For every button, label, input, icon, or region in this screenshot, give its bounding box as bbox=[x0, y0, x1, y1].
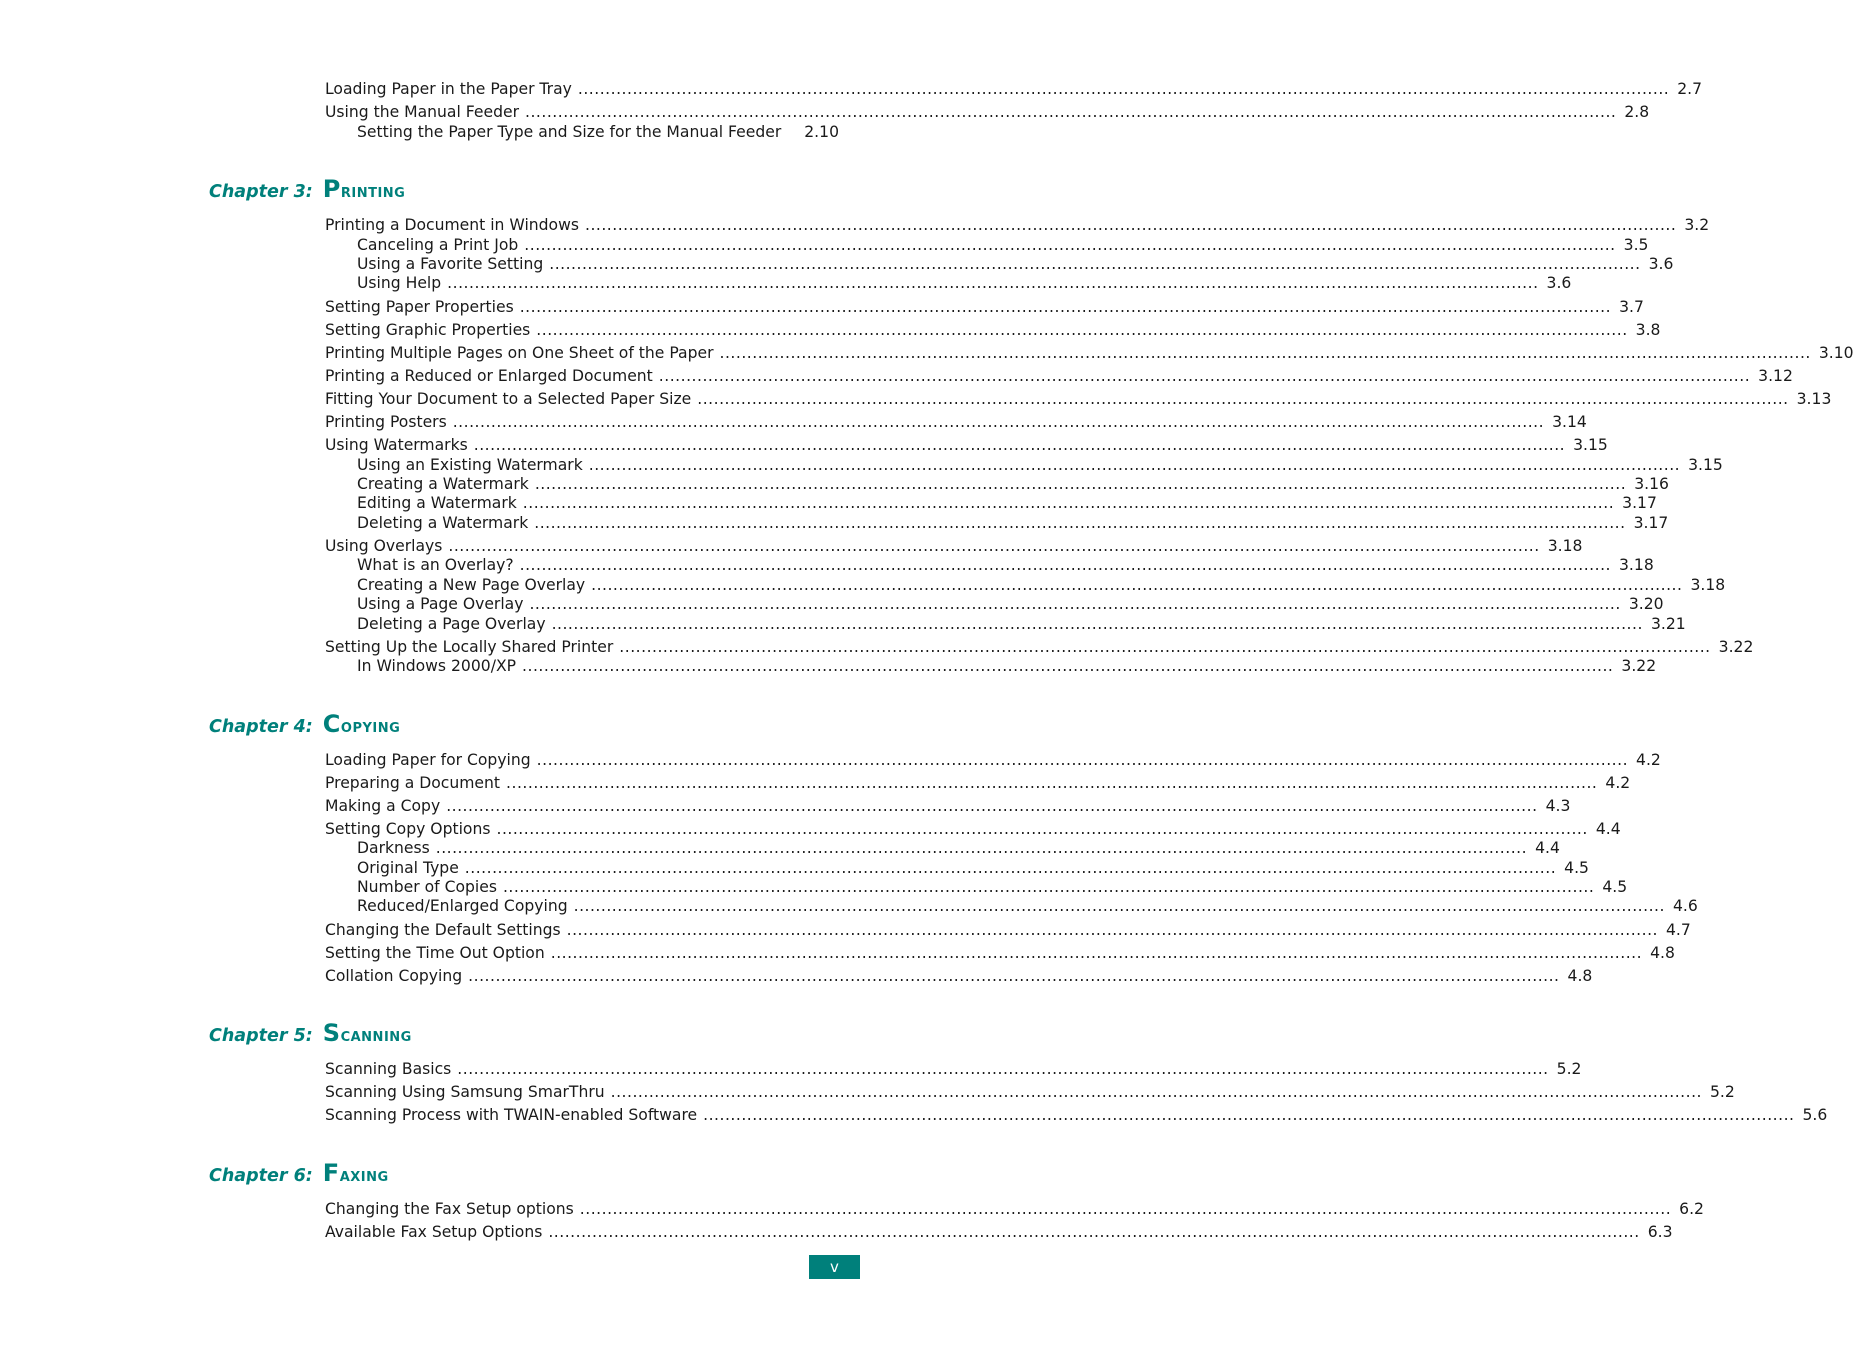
toc-entry[interactable] bbox=[325, 796, 1571, 816]
toc-entry-title: Printing Posters bbox=[325, 413, 447, 431]
toc-entry-title: Setting Paper Properties bbox=[325, 298, 514, 316]
toc-page-number: 3.18 bbox=[1619, 556, 1654, 574]
dot-leader: ........................................................................................................................................................................................................ bbox=[446, 797, 1538, 815]
dot-leader: ........................................................................................................................................................................................................ bbox=[522, 657, 1614, 675]
toc-entry-title: Deleting a Watermark bbox=[357, 514, 529, 532]
toc-page-number: 3.22 bbox=[1718, 638, 1754, 656]
toc-entry-title: Original Type bbox=[357, 859, 459, 877]
dot-leader: ........................................................................................................................................................................................................ bbox=[457, 1060, 1549, 1078]
toc-entry[interactable] bbox=[325, 389, 1832, 409]
dot-leader: ........................................................................................................................................................................................................ bbox=[529, 595, 1621, 613]
dot-leader: ........................................................................................................................................................................................................ bbox=[519, 298, 1612, 316]
dot-leader: ........................................................................................................................................................................................................ bbox=[524, 236, 1616, 254]
toc-subentry[interactable] bbox=[357, 254, 1674, 274]
dot-leader: ........................................................................................................................................................................................................ bbox=[452, 413, 1545, 431]
toc-entry[interactable] bbox=[325, 773, 1631, 793]
toc-entry[interactable] bbox=[325, 943, 1675, 963]
toc-entry-title: Reduced/Enlarged Copying bbox=[357, 897, 568, 915]
toc-entry[interactable] bbox=[325, 819, 1621, 839]
toc-entry-title: Scanning Basics bbox=[325, 1060, 452, 1078]
chapter-heading bbox=[209, 175, 405, 209]
toc-page-number: 3.6 bbox=[1648, 255, 1674, 273]
toc-entry-title: Deleting a Page Overlay bbox=[357, 615, 546, 633]
toc-subentry[interactable] bbox=[357, 235, 1649, 255]
toc-entry-title: Preparing a Document bbox=[325, 774, 501, 792]
toc-entry[interactable] bbox=[325, 637, 1754, 657]
toc-page-number: 3.5 bbox=[1623, 236, 1649, 254]
toc-page-number: 6.2 bbox=[1679, 1200, 1704, 1218]
toc-page-number: 4.5 bbox=[1602, 878, 1628, 896]
dot-leader: ........................................................................................................................................................................................................ bbox=[550, 944, 1643, 962]
toc-page-number: 3.21 bbox=[1650, 615, 1686, 633]
toc-subentry[interactable] bbox=[357, 455, 1723, 475]
dot-leader: ........................................................................................................................................................................................................ bbox=[525, 103, 1617, 121]
toc-entry[interactable] bbox=[325, 320, 1661, 340]
toc-entry-title: Using an Existing Watermark bbox=[357, 456, 583, 474]
dot-leader: ........................................................................................................................................................................................................ bbox=[506, 774, 1598, 792]
toc-page-number: 5.2 bbox=[1710, 1083, 1735, 1101]
toc-subentry[interactable] bbox=[357, 858, 1589, 878]
dot-leader: ........................................................................................................................................................................................................ bbox=[522, 494, 1615, 512]
toc-entry-title: Darkness bbox=[357, 839, 430, 857]
toc-entry-title: Loading Paper in the Paper Tray bbox=[325, 80, 572, 98]
toc-entry-title: Using a Page Overlay bbox=[357, 595, 524, 613]
toc-entry[interactable] bbox=[325, 1082, 1735, 1102]
toc-entry-title: Changing the Fax Setup options bbox=[325, 1200, 574, 1218]
dot-leader: ........................................................................................................................................................................................................ bbox=[591, 576, 1683, 594]
toc-entry-title: Printing a Reduced or Enlarged Document bbox=[325, 367, 653, 385]
toc-page-number: 4.3 bbox=[1545, 797, 1571, 815]
toc-subentry[interactable] bbox=[357, 838, 1560, 858]
toc-entry[interactable] bbox=[325, 79, 1703, 99]
toc-entry-title: Creating a Watermark bbox=[357, 475, 529, 493]
toc-page-number: 4.5 bbox=[1564, 859, 1589, 877]
toc-entry-title: Setting Up the Locally Shared Printer bbox=[325, 638, 614, 656]
toc-entry[interactable] bbox=[325, 536, 1583, 556]
toc-entry[interactable] bbox=[325, 366, 1793, 386]
dot-leader: ........................................................................................................................................................................................................ bbox=[551, 615, 1643, 633]
toc-entry[interactable] bbox=[325, 1199, 1704, 1219]
chapter-label: Chapter 6: bbox=[209, 1166, 313, 1186]
toc-page-number: 4.8 bbox=[1650, 944, 1675, 962]
toc-subentry[interactable] bbox=[357, 575, 1726, 595]
dot-leader: ........................................................................................................................................................................................................ bbox=[619, 638, 1711, 656]
toc-entry[interactable] bbox=[325, 750, 1661, 770]
chapter-label: Chapter 5: bbox=[209, 1026, 313, 1046]
toc-page-number: 5.2 bbox=[1556, 1060, 1582, 1078]
toc-page-number: 2.10 bbox=[804, 123, 839, 141]
toc-entry[interactable] bbox=[325, 102, 1650, 122]
dot-leader: ........................................................................................................................................................................................................ bbox=[473, 436, 1566, 454]
dot-leader: ........................................................................................................................................................................................................ bbox=[448, 537, 1540, 555]
dot-leader: ........................................................................................................................................................................................................ bbox=[548, 1223, 1640, 1241]
toc-subentry[interactable] bbox=[357, 877, 1628, 897]
toc-page-number: 3.16 bbox=[1634, 475, 1669, 493]
toc-subentry[interactable] bbox=[357, 614, 1686, 634]
dot-leader: ........................................................................................................................................................................................................ bbox=[588, 456, 1681, 474]
dot-leader: ........................................................................................................................................................................................................ bbox=[573, 897, 1665, 915]
toc-entry[interactable] bbox=[325, 215, 1710, 235]
toc-entry-title: In Windows 2000/XP bbox=[357, 657, 517, 675]
toc-entry[interactable] bbox=[325, 412, 1587, 432]
toc-entry-title: Setting Graphic Properties bbox=[325, 321, 531, 339]
chapter-label: Chapter 4: bbox=[209, 717, 313, 737]
toc-entry-title: Setting the Paper Type and Size for the Manual Feeder bbox=[357, 123, 782, 141]
chapter-title: Printing bbox=[322, 175, 406, 203]
chapter-heading bbox=[209, 710, 400, 744]
toc-entry-title: Fitting Your Document to a Selected Paper Size bbox=[325, 390, 692, 408]
dot-leader: ........................................................................................................................................................................................................ bbox=[435, 839, 1528, 857]
toc-entry-title: Canceling a Print Job bbox=[357, 236, 519, 254]
toc-entry-title: Available Fax Setup Options bbox=[325, 1223, 543, 1241]
toc-entry-title: Collation Copying bbox=[325, 967, 463, 985]
toc-page-number: 3.8 bbox=[1635, 321, 1661, 339]
toc-subentry[interactable] bbox=[357, 656, 1657, 676]
toc-entry[interactable] bbox=[325, 1105, 1828, 1125]
toc-entry[interactable] bbox=[325, 966, 1593, 986]
chapter-heading bbox=[209, 1159, 389, 1193]
toc-subentry[interactable] bbox=[357, 122, 839, 142]
toc-entry-title: Number of Copies bbox=[357, 878, 497, 896]
toc-page-number: 4.2 bbox=[1636, 751, 1661, 769]
toc-subentry[interactable] bbox=[357, 273, 1572, 293]
dot-leader: ........................................................................................................................................................................................................ bbox=[447, 274, 1539, 292]
toc-entry-title: Setting Copy Options bbox=[325, 820, 491, 838]
toc-page-number: 3.15 bbox=[1573, 436, 1608, 454]
toc-entry-title: What is an Overlay? bbox=[357, 556, 514, 574]
dot-leader: ........................................................................................................................................................................................................ bbox=[519, 556, 1612, 574]
toc-page-number: 3.20 bbox=[1628, 595, 1664, 613]
toc-entry-title: Printing Multiple Pages on One Sheet of the Paper bbox=[325, 344, 714, 362]
toc-page-number: 3.14 bbox=[1552, 413, 1587, 431]
dot-leader: ........................................................................................................................................................................................................ bbox=[496, 820, 1588, 838]
dot-leader: ........................................................................................................................................................................................................ bbox=[536, 321, 1628, 339]
toc-page-number: 3.18 bbox=[1690, 576, 1726, 594]
dot-leader: ........................................................................................................................................................................................................ bbox=[584, 216, 1677, 234]
dot-leader: ........................................................................................................................................................................................................ bbox=[658, 367, 1751, 385]
toc-page-number: 4.2 bbox=[1605, 774, 1631, 792]
dot-leader: ........................................................................................................................................................................................................ bbox=[697, 390, 1789, 408]
toc-entry[interactable] bbox=[325, 1059, 1582, 1079]
chapter-title: Faxing bbox=[322, 1159, 389, 1187]
toc-subentry[interactable] bbox=[357, 594, 1664, 614]
dot-leader: ........................................................................................................................................................................................................ bbox=[464, 859, 1557, 877]
toc-page-number: 3.12 bbox=[1758, 367, 1793, 385]
toc-entry[interactable] bbox=[325, 435, 1608, 455]
toc-page-number: 3.18 bbox=[1547, 537, 1583, 555]
toc-page-number: 4.8 bbox=[1567, 967, 1593, 985]
toc-entry-title: Using Watermarks bbox=[325, 436, 468, 454]
dot-leader: ........................................................................................................................................................................................................ bbox=[502, 878, 1595, 896]
dot-leader: ........................................................................................................................................................................................................ bbox=[703, 1106, 1795, 1124]
toc-page-number: 3.2 bbox=[1684, 216, 1710, 234]
toc-page-number: 6.3 bbox=[1647, 1223, 1673, 1241]
toc-subentry[interactable] bbox=[357, 513, 1669, 533]
toc-page-number: 3.10 bbox=[1818, 344, 1854, 362]
dot-leader: ........................................................................................................................................................................................................ bbox=[610, 1083, 1702, 1101]
toc-page-number: 3.13 bbox=[1796, 390, 1832, 408]
toc-entry-title: Editing a Watermark bbox=[357, 494, 517, 512]
toc-subentry[interactable] bbox=[357, 896, 1698, 916]
toc-entry-title: Using Help bbox=[357, 274, 442, 292]
page-number-badge: v bbox=[809, 1255, 860, 1279]
toc-entry-title: Using the Manual Feeder bbox=[325, 103, 519, 121]
toc-entry-title: Loading Paper for Copying bbox=[325, 751, 531, 769]
toc-entry-title: Printing a Document in Windows bbox=[325, 216, 579, 234]
toc-page-number: 2.7 bbox=[1677, 80, 1703, 98]
toc-entry-title: Creating a New Page Overlay bbox=[357, 576, 586, 594]
toc-entry-title: Using Overlays bbox=[325, 537, 443, 555]
chapter-title: Scanning bbox=[322, 1019, 412, 1047]
toc-entry-title: Scanning Process with TWAIN-enabled Software bbox=[325, 1106, 698, 1124]
dot-leader: ........................................................................................................................................................................................................ bbox=[536, 751, 1629, 769]
toc-page-number: 4.7 bbox=[1666, 921, 1691, 939]
toc-entry-title: Setting the Time Out Option bbox=[325, 944, 545, 962]
dot-leader: ........................................................................................................................................................................................................ bbox=[549, 255, 1641, 273]
chapter-heading bbox=[209, 1019, 412, 1053]
toc-subentry[interactable] bbox=[357, 555, 1654, 575]
toc-page-number: 3.17 bbox=[1622, 494, 1657, 512]
toc-page-number: 3.17 bbox=[1633, 514, 1669, 532]
chapter-title: Copying bbox=[322, 710, 401, 738]
toc-page-number: 4.4 bbox=[1595, 820, 1621, 838]
toc-subentry[interactable] bbox=[357, 493, 1657, 513]
dot-leader: ........................................................................................................................................................................................................ bbox=[566, 921, 1658, 939]
dot-leader: ........................................................................................................................................................................................................ bbox=[719, 344, 1811, 362]
toc-entry[interactable] bbox=[325, 920, 1691, 940]
toc-page-number: 4.6 bbox=[1672, 897, 1698, 915]
toc-entry-title: Changing the Default Settings bbox=[325, 921, 561, 939]
toc-entry[interactable] bbox=[325, 1222, 1673, 1242]
dot-leader: ........................................................................................................................................................................................................ bbox=[579, 1200, 1672, 1218]
toc-entry-title: Scanning Using Samsung SmarThru bbox=[325, 1083, 605, 1101]
toc-entry[interactable] bbox=[325, 343, 1854, 363]
toc-page-number: 3.7 bbox=[1619, 298, 1644, 316]
toc-entry-title: Making a Copy bbox=[325, 797, 441, 815]
dot-leader: ........................................................................................................................................................................................................ bbox=[577, 80, 1670, 98]
toc-subentry[interactable] bbox=[357, 474, 1669, 494]
toc-page-number: 3.6 bbox=[1546, 274, 1572, 292]
toc-entry[interactable] bbox=[325, 297, 1644, 317]
toc-page-number: 2.8 bbox=[1624, 103, 1650, 121]
toc-page-number: 3.22 bbox=[1621, 657, 1657, 675]
toc-page-number: 4.4 bbox=[1535, 839, 1560, 857]
dot-leader: ........................................................................................................................................................................................................ bbox=[534, 514, 1626, 532]
chapter-label: Chapter 3: bbox=[209, 182, 313, 202]
dot-leader: ........................................................................................................................................................................................................ bbox=[534, 475, 1627, 493]
dot-leader: ........................................................................................................................................................................................................ bbox=[468, 967, 1560, 985]
toc-page-number: 3.15 bbox=[1688, 456, 1723, 474]
toc-entry-title: Using a Favorite Setting bbox=[357, 255, 544, 273]
toc-page-number: 5.6 bbox=[1802, 1106, 1828, 1124]
